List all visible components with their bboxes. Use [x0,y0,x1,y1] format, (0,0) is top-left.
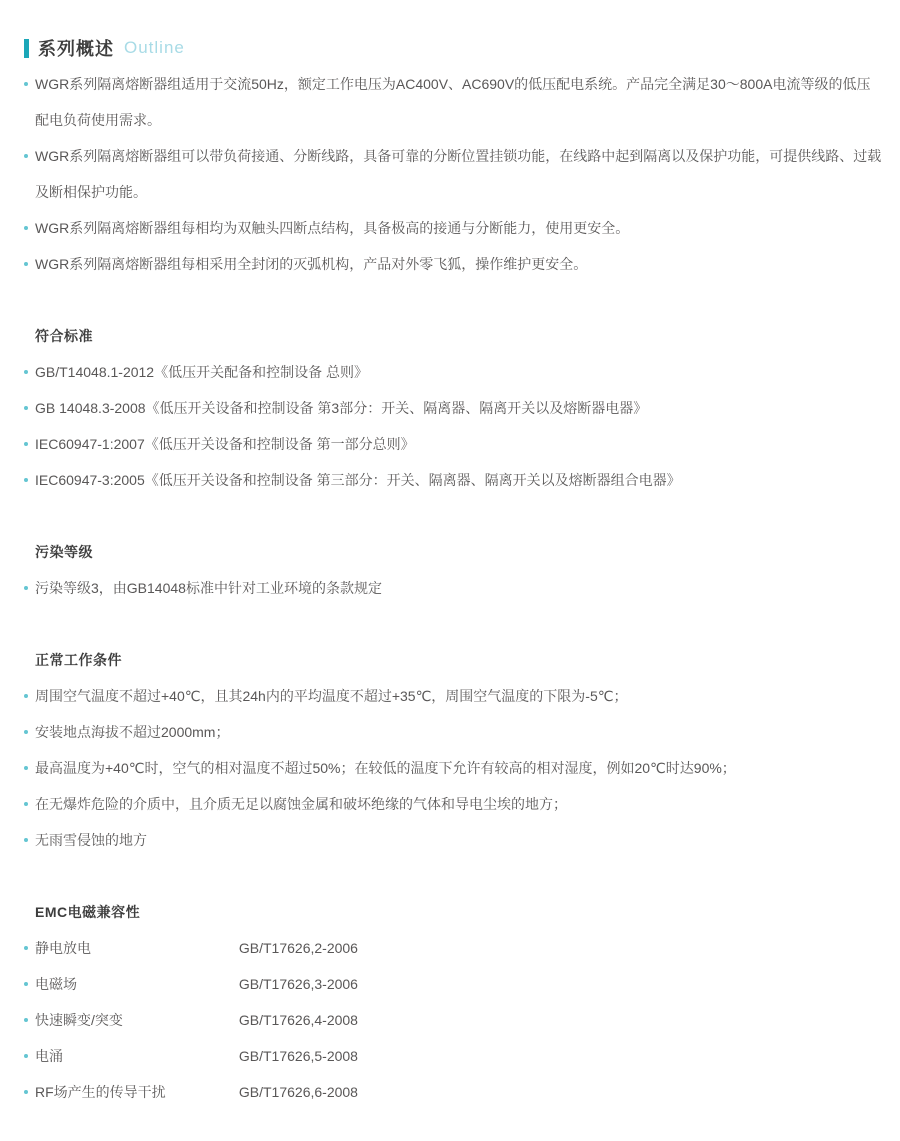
bullet-list-item [24,210,884,246]
bullet-dot-icon [24,946,28,950]
working-conditions-bullet-list [24,678,884,858]
emc-standard-value: GB/T17626,2-2006 [238,940,358,956]
bullet-text: WGR系列隔离熔断器组每相采用全封闭的灭弧机构，产品对外零飞狐，操作维护更安全。 [35,256,588,272]
emc-test-label: 静电放电 [35,940,91,956]
bullet-text: GB/T14048.1-2012《低压开关配备和控制设备 总则》 [35,364,368,380]
emc-test-label: 电涌 [35,1048,63,1064]
bullet-text: 污染等级3，由GB14048标准中针对工业环境的条款规定 [35,580,382,596]
bullet-dot-icon [24,766,28,770]
bullet-dot-icon [24,1054,28,1058]
page-subtitle: Outline [124,38,185,57]
bullet-dot-icon [24,694,28,698]
bullet-dot-icon [24,154,28,158]
emc-test-label: 电磁场 [35,976,77,992]
bullet-text: 最高温度为+40℃时，空气的相对温度不超过50%；在较低的温度下允许有较高的相对湿度，例如20℃时达90%； [35,760,736,776]
section-heading-working-conditions: 正常工作条件 [35,652,122,668]
emc-test-label: RF场产生的传导干扰 [35,1084,166,1100]
bullet-dot-icon [24,1018,28,1022]
bullet-list-item [24,426,884,462]
emc-standard-value: GB/T17626,4-2008 [238,1012,358,1028]
bullet-text: WGR系列隔离熔断器组可以带负荷接通、分断线路，具备可靠的分断位置挂锁功能，在线路中起到隔离以及保护功能，可提供线路、过载及断相保护功能。 [35,148,882,200]
section-heading-pollution-level: 污染等级 [35,544,93,560]
bullet-list-item [24,822,884,858]
bullet-dot-icon [24,586,28,590]
bullet-text: WGR系列隔离熔断器组每相均为双触头四断点结构，具备极高的接通与分断能力，使用更安全。 [35,220,630,236]
emc-standard-value: GB/T17626,6-2008 [238,1084,358,1100]
intro-bullet-list [24,66,884,282]
section-working-conditions [24,642,884,858]
bullet-dot-icon [24,838,28,842]
bullet-dot-icon [24,262,28,266]
emc-row [24,1002,884,1038]
bullet-dot-icon [24,370,28,374]
series-overview-header [24,30,884,66]
bullet-dot-icon [24,82,28,86]
bullet-dot-icon [24,982,28,986]
bullet-list-item [24,390,884,426]
bullet-text: 周围空气温度不超过+40℃，且其24h内的平均温度不超过+35℃，周围空气温度的下限为-5℃； [35,688,628,704]
bullet-text: GB 14048.3-2008《低压开关设备和控制设备 第3部分：开关、隔离器、隔离开关以及熔断器电器》 [35,400,648,416]
bullet-dot-icon [24,478,28,482]
section-emc [24,894,884,1110]
emc-standard-value: GB/T17626,3-2006 [238,976,358,992]
bullet-list-item [24,714,884,750]
bullet-list-item [24,786,884,822]
bullet-dot-icon [24,802,28,806]
bullet-text: IEC60947-1:2007《低压开关设备和控制设备 第一部分总则》 [35,436,415,452]
bullet-dot-icon [24,226,28,230]
emc-row-list [24,930,884,1110]
bullet-list-item [24,138,884,210]
emc-row [24,966,884,1002]
bullet-list-item [24,678,884,714]
bullet-list-item [24,246,884,282]
emc-row [24,1038,884,1074]
bullet-dot-icon [24,442,28,446]
bullet-dot-icon [24,1090,28,1094]
emc-row [24,930,884,966]
section-heading-standards: 符合标准 [35,328,93,344]
page-title: 系列概述 [38,39,114,59]
bullet-text: 无雨雪侵蚀的地方 [35,832,147,848]
emc-standard-value: GB/T17626,5-2008 [238,1048,358,1064]
bullet-list-item [24,462,884,498]
pollution-bullet-list [24,570,884,606]
section-standards [24,318,884,498]
bullet-dot-icon [24,730,28,734]
bullet-list-item [24,66,884,138]
bullet-dot-icon [24,406,28,410]
bullet-text: WGR系列隔离熔断器组适用于交流50Hz，额定工作电压为AC400V、AC690V的低压配电系统。产品完全满足30～800A电流等级的低压配电负荷使用需求。 [35,76,871,128]
bullet-text: 在无爆炸危险的介质中，且介质无足以腐蚀金属和破坏绝缘的气体和导电尘埃的地方； [35,796,567,812]
section-pollution-level [24,534,884,606]
bullet-list-item [24,750,884,786]
section-heading-emc: EMC电磁兼容性 [35,904,141,920]
bullet-text: IEC60947-3:2005《低压开关设备和控制设备 第三部分：开关、隔离器、隔离开关以及熔断器组合电器》 [35,472,681,488]
emc-test-label: 快速瞬变/突变 [35,1012,123,1028]
standards-bullet-list [24,354,884,498]
bullet-list-item [24,570,884,606]
bullet-list-item [24,354,884,390]
emc-row [24,1074,884,1110]
bullet-text: 安装地点海拔不超过2000mm； [35,724,230,740]
accent-bar-icon [24,39,29,58]
